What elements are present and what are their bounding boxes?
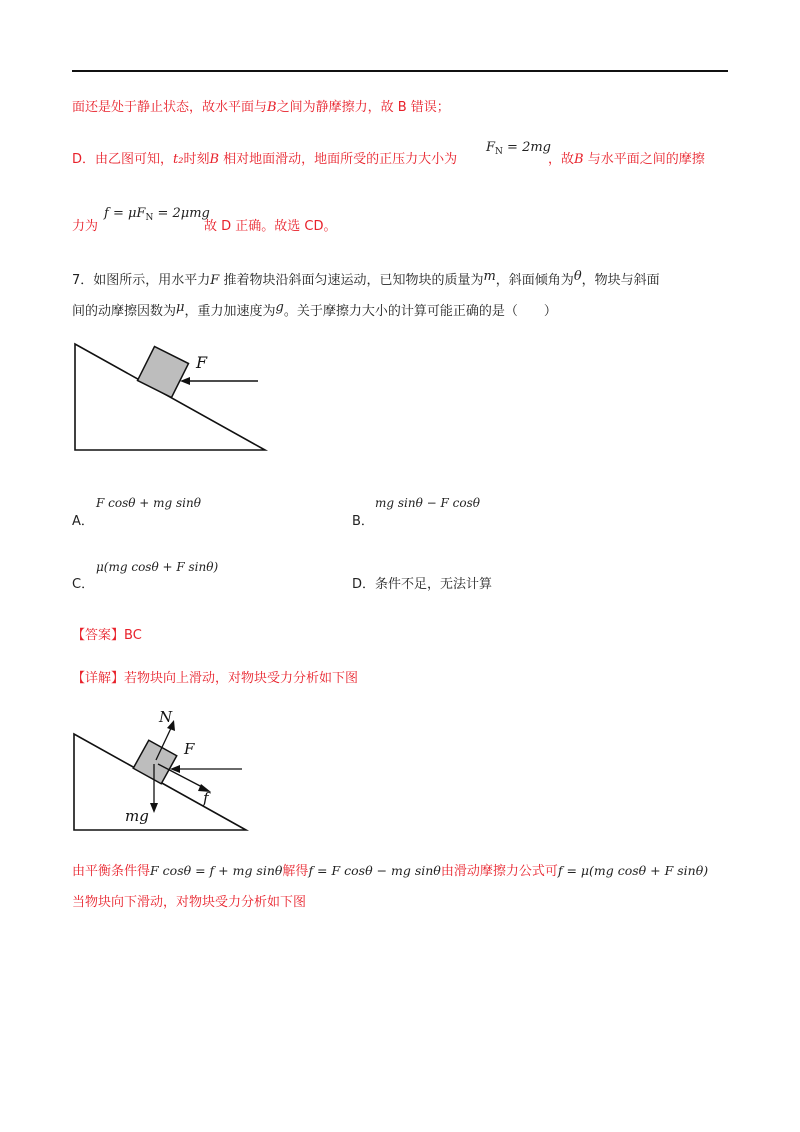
explanation-intro: 若物块向上滑动，对物块受力分析如下图 [124,671,359,686]
q7-text-d: ，物块与斜面 [581,273,660,288]
f-rhs: = 2μmg [153,206,210,221]
q7-text-f: ，重力加速度为 [184,304,276,319]
option-d-analysis-line2 [72,218,98,236]
var-b: B [574,152,584,167]
analysis-mid3: ，故 [548,152,575,167]
option-d-conclusion [204,218,337,236]
normal-force-equation [486,139,551,158]
continuation-end: 之间为静摩擦力，故 B 错误； [276,100,450,115]
answer-line [72,627,142,645]
q7-text-c: ，斜面倾角为 [495,273,574,288]
var-t2: t₂ [173,152,184,167]
option-b-label: B． [352,514,374,529]
var-F: F [210,273,220,288]
header-rule [72,70,728,72]
var-mu: μ [176,300,185,315]
friction-equation [104,205,210,224]
fbd-f-label: F [184,740,195,758]
eq-text-a: 由平衡条件得 [72,864,151,879]
f-subscript: N [145,213,154,223]
option-d-analysis-line1 [72,151,457,169]
option-d-label: D． [352,577,376,592]
explanation-last-line: 当物块向下滑动，对物块受力分析如下图 [72,895,307,910]
q7-text-b: 推着物块沿斜面匀速运动，已知物块的质量为 [223,273,484,288]
q7-text-g: 。关于摩擦力大小的计算可能正确的是（ ） [283,304,557,319]
var-b: B [267,100,277,115]
eq-text-b: 解得 [282,864,309,879]
fbd-mg-label: mg [125,807,149,825]
f-eq: f = μF [104,206,146,221]
question7-line2 [72,300,557,321]
equation-line [72,862,708,881]
eq-text-c: 由滑动摩擦力公式可 [440,864,558,879]
block [138,347,189,398]
analysis-mid1: 时刻 [183,152,210,167]
equation-2: f = F cosθ − mg sinθ [308,863,441,878]
fbd-friction-label: f [203,789,209,807]
fn-symbol: F [486,140,496,155]
option-b-expression: mg sinθ − F cosθ [375,496,480,510]
fbd-block [133,740,177,784]
fbd-n-label: N [159,708,173,726]
option-a-label: A． [72,514,94,529]
option-d-analysis-line1-end [548,151,705,169]
analysis-prefix: D．由乙图可知， [72,152,174,167]
option-d [352,573,492,592]
answer-value: BC [124,628,142,643]
var-theta: θ [573,269,582,284]
question7-line1 [72,269,660,290]
option-c-expression: μ(mg cosθ + F sinθ) [96,560,219,574]
explanation-intro-line [72,670,358,688]
force-f-label: F [196,353,208,372]
continuation-text: 面还是处于静止状态，故水平面与 [72,100,268,115]
option-a-expression: F cosθ + mg sinθ [96,496,201,510]
free-body-diagram [70,706,255,836]
option-d-text: 条件不足，无法计算 [375,577,493,592]
analysis-end: 与水平面之间的摩擦 [583,152,705,167]
var-m: m [483,269,496,284]
option-c-label: C． [72,577,95,592]
answer-label: 【答案】 [72,628,125,643]
fbd-gravity-arrowhead [150,803,158,813]
explanation-label: 【详解】 [72,671,125,686]
equation-1: F cosθ = f + mg sinθ [150,863,283,878]
q7-text-e: 间的动摩擦因数为 [72,304,177,319]
var-b: B [209,152,220,167]
var-g: g [275,300,284,315]
continuation-line [72,99,450,117]
analysis-line2-end: 故 D 正确。故选 CD。 [204,219,337,234]
q7-text-a: 7．如图所示，用水平力 [72,273,211,288]
equation-3: f = μ(mg cosθ + F sinθ) [557,863,709,878]
analysis-mid2: 相对地面滑动，地面所受的正压力大小为 [219,152,458,167]
analysis-line2-prefix: 力为 [72,219,99,234]
fn-subscript: N [495,147,503,157]
question7-incline-figure [70,340,270,455]
fn-rhs: = 2mg [502,140,551,155]
